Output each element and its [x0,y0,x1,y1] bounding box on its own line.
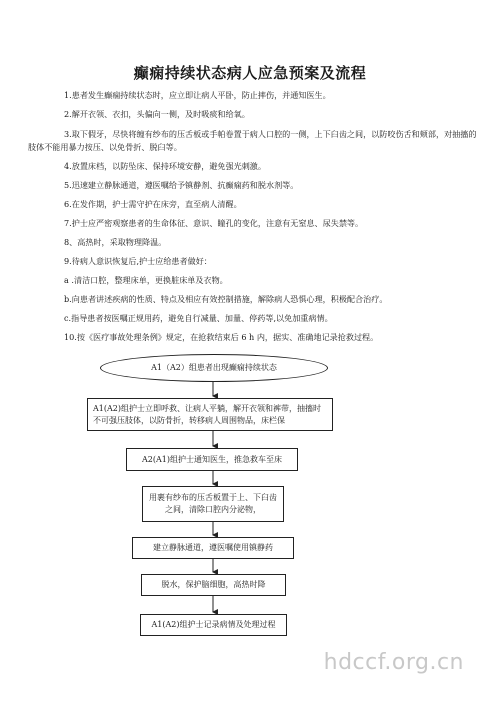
list-item: 1.患者发生癫痫持续状态时，应立即让病人平卧，防止摔伤，并通知医生。 [64,90,331,100]
watermark: hdccf.org.cn [323,650,464,675]
list-item: 8、高热时，采取物理降温。 [64,237,167,247]
flow-step-iv-access: 建立静脉通道，遵医嘱使用镇静药 [132,537,294,559]
flow-step-record: A1(A2)组护士记录病情及处理过程 [140,614,287,636]
list-item: b.向患者讲述疾病的性质、特点及相应有效控制措施，解除病人恐惧心理，积极配合治疗。 [64,294,388,304]
list-item: 5.迅速建立静脉通道，遵医嘱给予镇静剂、抗癫痫药和脱水剂等。 [64,180,299,190]
list-item: 9.待病人意识恢复后,护士应给患者做好： [64,256,212,266]
list-item: 2.解开衣领、衣扣，头偏向一侧，及时吸痰和给氧。 [64,109,250,119]
flow-step-start: A1（A2）组患者出现癫痫持续状态 [100,354,328,382]
list-item: 6.在发作期，护士需守护在床旁，直至病人清醒。 [64,199,242,209]
list-item: 3.取下假牙，尽快将缠有纱布的压舌板或手帕卷置于病人口腔的一侧，上下臼齿之间，以防咬伤舌和颊部，对抽搐的肢体不能用暴力按压、以免骨折、脱臼等。 [28,129,477,152]
flow-step-call-help: A1(A2)组护士立即呼救、让病人平躺，解开衣领和裤带，抽搐时不可强压肢体，以防骨折，转移病人周围物品，床栏保 [87,398,333,431]
list-item: 10.按《医疗事故处理条例》规定，在抢救结束后 6 h 内，据实、准确地记录抢救过程。 [64,332,379,342]
page-title: 癫痫持续状态病人应急预案及流程 [133,64,367,82]
list-item: 4.放置床档，以防坠床、保持环境安静，避免强光刺激。 [64,161,266,171]
list-item: c.指导患者按医嘱正规用药，避免自行减量、加量、停药等,以免加重病情。 [64,313,333,323]
flow-step-dehydration: 脱水，保护脑细胞，高热时降 [141,574,286,596]
flow-step-tongue-depressor: 用裹有纱布的压舌板置于上、下臼齿之间，清除口腔内分泌物， [142,486,284,522]
flow-step-notify-doctor: A2(A1)组护士通知医生，推急救车至床 [126,448,298,471]
list-item: a .清洁口腔，整理床单，更换脏床单及衣物。 [64,275,228,285]
list-item: 7.护士应严密观察患者的生命体征、意识、瞳孔的变化，注意有无窒息、尿失禁等。 [64,218,364,228]
